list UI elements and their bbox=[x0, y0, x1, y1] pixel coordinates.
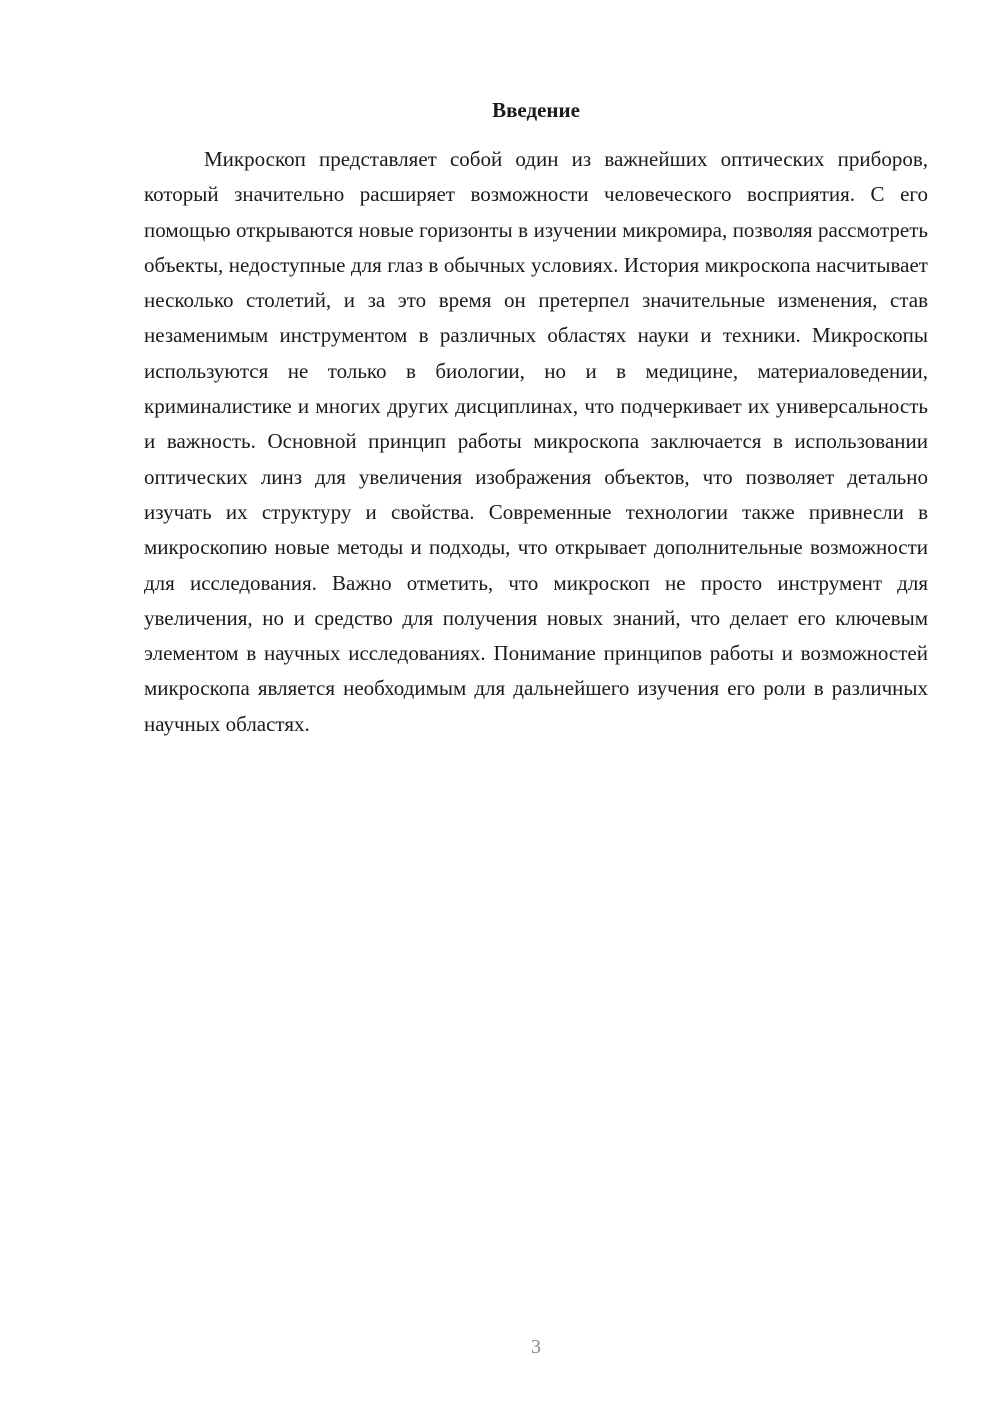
page-number: 3 bbox=[531, 1336, 541, 1358]
section-heading: Введение bbox=[492, 98, 580, 122]
body-paragraph: Микроскоп представляет собой один из важнейших оптических приборов, который значительно расширяет возможности человеческого восприятия. С его помощью открываются новые горизонты в изучении микромира, позволяя рассмотреть объекты, недоступные для глаз в обычных условиях. История микроскопа насчитывает несколько столетий, и за это время он претерпел значительные изменения, став незаменимым инструментом в различных областях науки и техники. Микроскопы используются не только в биологии, но и в медицине, материаловедении, криминалистике и многих других дисциплинах, что подчеркивает их универсальность и важность. Основной принцип работы микроскопа заключается в использовании оптических линз для увеличения изображения объектов, что позволяет детально изучать их структуру и свойства. Современные технологии также привнесли в микроскопию новые методы и подходы, что открывает дополнительные возможности для исследования. Важно отметить, что микроскоп не просто инструмент для увеличения, но и средство для получения новых знаний, что делает его ключевым элементом в научных исследованиях. Понимание принципов работы и возможностей микроскопа является необходимым для дальнейшего изучения его роли в различных научных областях. bbox=[144, 147, 928, 736]
